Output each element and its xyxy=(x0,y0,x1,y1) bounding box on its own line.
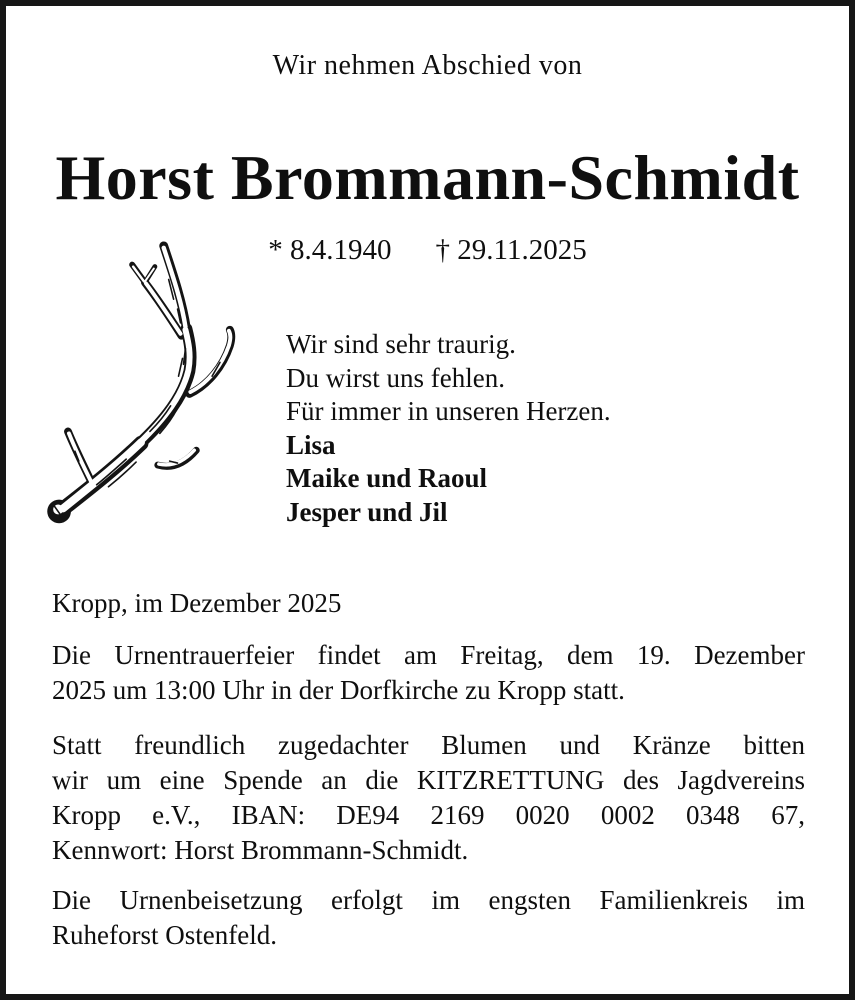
paragraph-line: Kennwort: Horst Brommann-Schmidt. xyxy=(52,835,469,865)
donation-paragraph xyxy=(52,728,805,868)
paragraph-line: Statt freundlich zugedachter Blumen und Kränze bitten xyxy=(52,730,805,760)
condolence-block xyxy=(286,328,611,529)
antler-icon xyxy=(38,238,248,544)
mourner-name: Lisa xyxy=(286,429,336,460)
death-date: † 29.11.2025 xyxy=(435,234,587,266)
mourner-name: Jesper und Jil xyxy=(286,496,448,527)
farewell-line: Du wirst uns fehlen. xyxy=(286,362,505,393)
paragraph-line: Kropp e.V., IBAN: DE94 2169 0020 0002 0348 67, xyxy=(52,800,805,830)
farewell-line: Für immer in unseren Herzen. xyxy=(286,396,611,426)
paragraph-line: Die Urnentrauerfeier findet am Freitag, dem 19. Dezember xyxy=(52,640,805,670)
paragraph-line: wir um eine Spende an die KITZRETTUNG des Jagdvereins xyxy=(52,765,805,795)
birth-date: * 8.4.1940 xyxy=(268,234,392,266)
paragraph-line: Die Urnenbeisetzung erfolgt im engsten Familienkreis im xyxy=(52,885,805,915)
place-dateline: Kropp, im Dezember 2025 xyxy=(52,588,342,618)
deceased-name: Horst Brommann-Schmidt xyxy=(55,142,800,213)
paragraph-line: 2025 um 13:00 Uhr in der Dorfkirche zu Kropp statt. xyxy=(52,675,625,705)
farewell-intro: Wir nehmen Abschied von xyxy=(272,50,583,81)
farewell-line: Wir sind sehr traurig. xyxy=(286,329,516,359)
paragraph-line: Ruheforst Ostenfeld. xyxy=(52,920,277,950)
service-paragraph xyxy=(52,638,805,708)
burial-paragraph xyxy=(52,883,805,953)
mourner-name: Maike und Raoul xyxy=(286,463,488,493)
